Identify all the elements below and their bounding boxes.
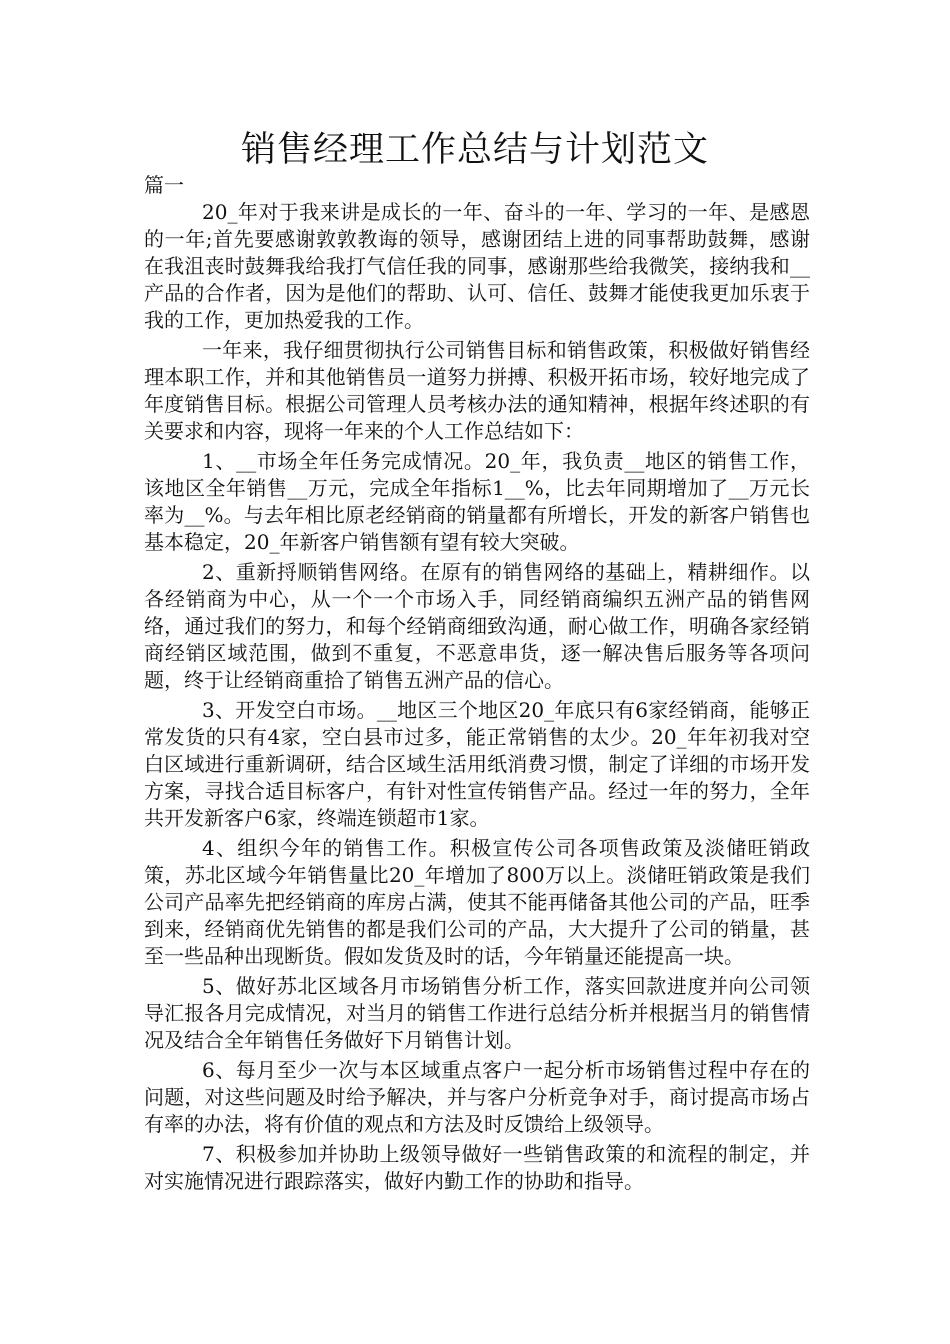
paragraph-item-6: 6、每月至少一次与本区域重点客户一起分析市场销售过程中存在的问题，对这些问题及时给予解决，并与客户分析竞争对手，商讨提高市场占有率的办法，将有价值的观点和方法及时反馈给上级领导。 [144,1058,810,1136]
paragraph-intro: 20_年对于我来讲是成长的一年、奋斗的一年、学习的一年、是感恩的一年;首先要感谢敦敦教诲的领导，感谢团结上进的同事帮助鼓舞，感谢在我沮丧时鼓舞我给我打气信任我的同事，感谢那些给我微笑，接纳我和__产品的合作者，因为是他们的帮助、认可、信任、鼓舞才能使我更加乐衷于我的工作，更加热爱我的工作。 [144,200,810,332]
paragraph-item-1: 1、__市场全年任务完成情况。20_年，我负责__地区的销售工作，该地区全年销售__万元，完成全年指标1__%，比去年同期增加了__万元长率为__%。与去年相比原老经销商的销量都有所增长，开发的新客户销售也基本稳定，20_年新客户销售额有望有较大突破。 [144,449,810,554]
paragraph-overview: 一年来，我仔细贯彻执行公司销售目标和销售政策，积极做好销售经理本职工作，并和其他销售员一道努力拼搏、积极开拓市场，较好地完成了年度销售目标。根据公司管理人员考核办法的通知精神，根据年终述职的有关要求和内容，现将一年来的个人工作总结如下： [144,338,810,443]
paragraph-item-7: 7、积极参加并协助上级领导做好一些销售政策的和流程的制定，并对实施情况进行跟踪落实，做好内勤工作的协助和指导。 [144,1142,810,1193]
paragraph-item-3: 3、开发空白市场。__地区三个地区20_年底只有6家经销商，能够正常发货的只有4家，空白县市过多，能正常销售的太少。20_年年初我对空白区域进行重新调研，结合区域生活用纸消费习惯，制定了详细的市场开发方案，寻找合适目标客户，有针对性宣传销售产品。经过一年的努力，全年共开发新客户6家，终端连锁超市1家。 [144,698,810,830]
document-title: 销售经理工作总结与计划范文 [240,130,709,170]
paragraph-item-5: 5、做好苏北区域各月市场销售分析工作，落实回款进度并向公司领导汇报各月完成情况，对当月的销售工作进行总结分析并根据当月的销售情况及结合全年销售任务做好下月销售计划。 [144,974,810,1052]
paragraph-item-2: 2、重新捋顺销售网络。在原有的销售网络的基础上，精耕细作。以各经销商为中心，从一个一个市场入手，同经销商编织五洲产品的销售网络，通过我们的努力，和每个经销商细致沟通，耐心做工作，明确各家经销商经销区域范围，做到不重复，不恶意串货，逐一解决售后服务等各项问题，终于让经销商重拾了销售五洲产品的信心。 [144,560,810,692]
document-body [144,172,810,1198]
paragraph-item-4: 4、组织今年的销售工作。积极宣传公司各项售政策及淡储旺销政策，苏北区域今年销售量比20_年增加了800万以上。淡储旺销政策是我们公司产品率先把经销商的库房占满，使其不能再储备其他公司的产品，旺季到来，经销商优先销售的都是我们公司的产品，大大提升了公司的销量，甚至一些品种出现断货。假如发货及时的话，今年销量还能提高一块。 [144,836,810,968]
section-label: 篇一 [144,173,184,197]
